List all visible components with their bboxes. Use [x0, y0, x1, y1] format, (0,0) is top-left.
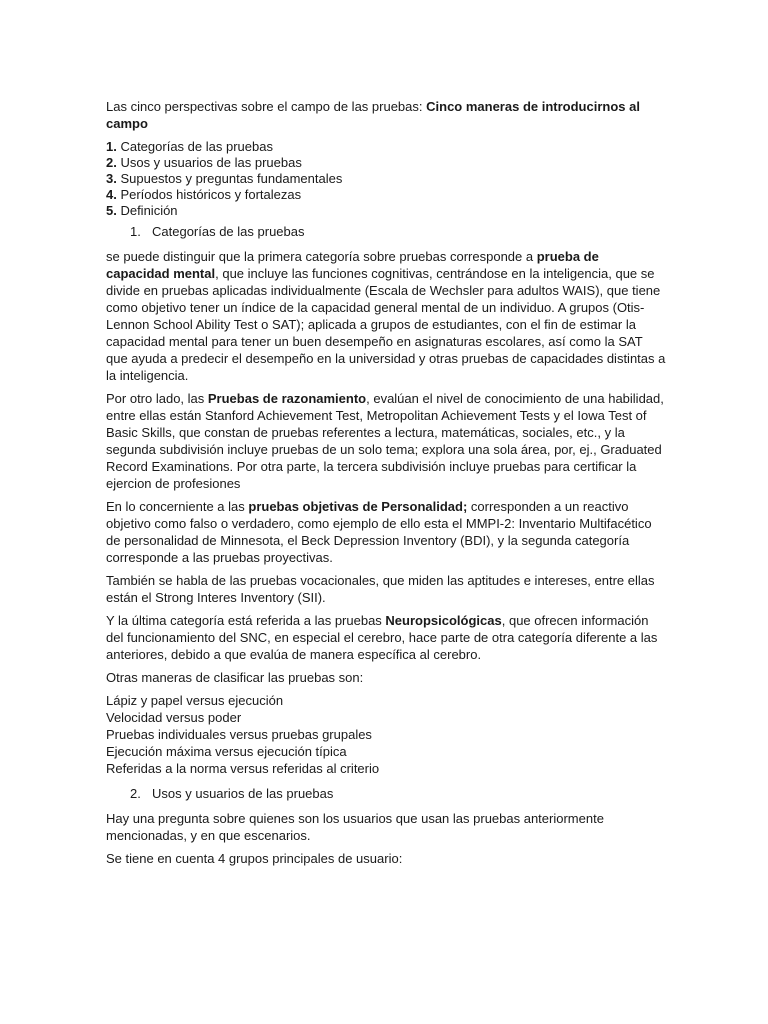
section-number: 1.: [130, 224, 141, 239]
section-heading-2: [130, 785, 666, 802]
classification-list: [106, 692, 666, 777]
section-title: Categorías de las pruebas: [152, 224, 305, 239]
list-number: 5.: [106, 203, 117, 218]
paragraph-usuarios: Hay una pregunta sobre quienes son los usuarios que usan las pruebas anteriormente mencionadas, y en que escenarios.: [106, 811, 604, 843]
list-item: [106, 171, 666, 187]
list-item: Lápiz y papel versus ejecución: [106, 693, 284, 708]
list-item: Pruebas individuales versus pruebas grupales: [106, 727, 372, 742]
list-number: 3.: [106, 171, 117, 186]
text-run: , que incluye las funciones cognitivas, centrándose en la inteligencia, que se divide en pruebas aplicadas individualmente (Escala de Wechsler para adultos WAIS), que tiene como objetivo tener un índice de la capacidad general mental de un individuo. A grupos (Otis-Lennon School Ability Test o SAT); aplicada a grupos de estudiantes, con el fin de estimar la capacidad mental para tener un buen desempeño en asignaturas escolares, así como la SAT que ayuda a predecir el desempeño en la universidad y otras pruebas de capacidades distintas a la inteligencia.: [106, 266, 666, 383]
list-text: Supuestos y preguntas fundamentales: [116, 171, 343, 186]
section-heading-1: [130, 223, 666, 240]
section-title: Usos y usuarios de las pruebas: [152, 786, 334, 801]
paragraph-razonamiento: [106, 390, 666, 492]
paragraph-neuropsicologicas: [106, 612, 666, 663]
list-text: Categorías de las pruebas: [116, 139, 273, 154]
section-number: 2.: [130, 786, 141, 801]
bold-term: Neuropsicológicas: [385, 613, 502, 628]
text-run: En lo concerniente a las: [106, 499, 249, 514]
paragraph-grupos: Se tiene en cuenta 4 grupos principales de usuario:: [106, 851, 403, 866]
paragraph-vocacionales: También se habla de las pruebas vocacionales, que miden las aptitudes e intereses, entre ellas están el Strong Interes Inventory (SII).: [106, 573, 655, 605]
text-run: se puede distinguir que la primera categoría sobre pruebas corresponde a: [106, 249, 537, 264]
list-item: Ejecución máxima versus ejecución típica: [106, 744, 347, 759]
list-item: Velocidad versus poder: [106, 710, 242, 725]
list-item: [106, 187, 666, 203]
document-title: [106, 98, 666, 132]
bold-term: pruebas objetivas de Personalidad;: [248, 499, 468, 514]
text-run: , que ofrecen información del funcionamiento del SNC, en especial el cerebro, hace parte de otra categoría diferente a las anteriores, debido a que evalúa de manera específica al cerebro.: [106, 613, 658, 662]
text-run: Por otro lado, las: [106, 391, 208, 406]
list-item: [106, 139, 666, 155]
paragraph-capacidad-mental: [106, 248, 666, 384]
list-item: [106, 203, 666, 219]
list-item: Referidas a la norma versus referidas al criterio: [106, 761, 380, 776]
title-bold: Cinco maneras de introducirnos al campo: [106, 99, 640, 131]
list-number: 4.: [106, 187, 117, 202]
list-text: Períodos históricos y fortalezas: [116, 187, 302, 202]
bold-term: prueba de capacidad mental: [106, 249, 599, 281]
text-run: Y la última categoría está referida a las pruebas: [106, 613, 386, 628]
bold-term: Pruebas de razonamiento: [207, 391, 367, 406]
paragraph-personalidad: [106, 498, 666, 566]
list-text: Definición: [116, 203, 178, 218]
paragraph-otras-maneras: Otras maneras de clasificar las pruebas son:: [106, 670, 364, 685]
list-text: Usos y usuarios de las pruebas: [116, 155, 302, 170]
list-number: 1.: [106, 139, 117, 154]
title-intro: Las cinco perspectivas sobre el campo de las pruebas:: [106, 99, 427, 114]
list-item: [106, 155, 666, 171]
text-run: , evalúan el nivel de conocimiento de una habilidad, entre ellas están Stanford Achievement Test, Metropolitan Achievement Tests y el Iowa Test of Basic Skills, que constan de pruebas referentes a lectura, matemáticas, sociales, etc., y la segunda subdivisión incluye pruebas de un solo tema; explora una sola área, por, ej., Graduated Record Examinations. Por otra parte, la tercera subdivisión incluye pruebas para certificar la ejercion de profesiones: [106, 391, 664, 491]
text-run: corresponden a un reactivo objetivo como falso o verdadero, como ejemplo de ello esta el MMPI-2: Inventario Multifacético de personalidad de Minnesota, el Beck Depression Inventory (BDI), y la segunda categoría corresponde a las pruebas proyectivas.: [106, 499, 652, 565]
list-number: 2.: [106, 155, 117, 170]
perspectives-list: [106, 139, 666, 219]
document-body: [106, 98, 666, 873]
